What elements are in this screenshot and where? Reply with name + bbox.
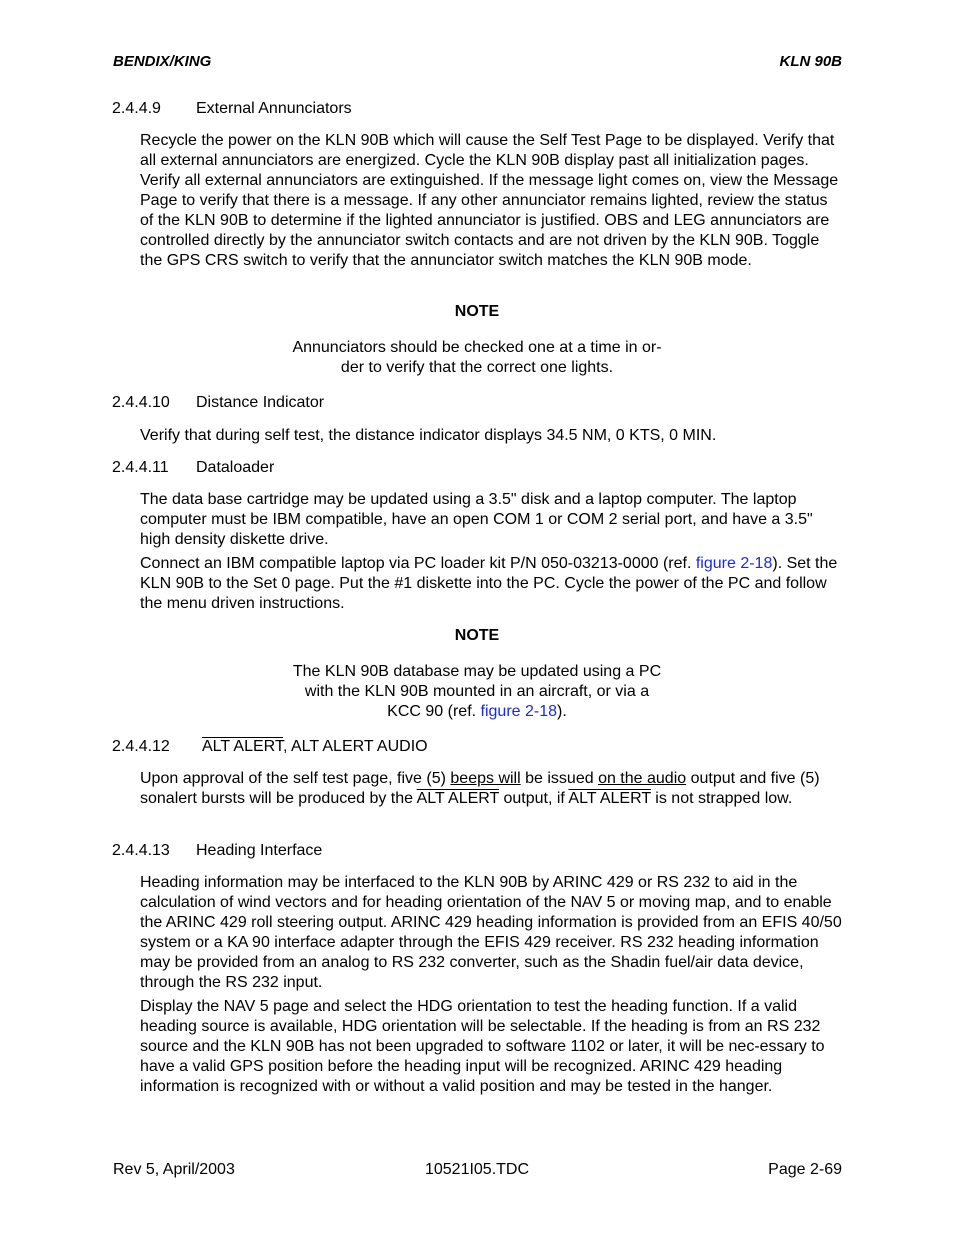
section-heading-dataloader: [112, 458, 842, 478]
header-model: KLN 90B: [779, 53, 842, 70]
paragraph-heading-interface-2: Display the NAV 5 page and select the HDG orientation to test the heading function. If a valid heading source is available, HDG orientation will be selectable. If the heading is from an RS 232 source and the KLN 90B has not been upgraded to software 1102 or later, it will be nec-essary to have a valid GPS position before the heading input will be recognized. ARINC 429 heading information is recognized with or without a valid position and may be tested in the hanger.: [140, 998, 825, 1095]
section-number: 2.4.4.9: [112, 100, 161, 117]
footer-doc-id: 10521I05.TDC: [424, 1161, 530, 1178]
section-heading-alt-alert: [112, 737, 842, 757]
section-number: 2.4.4.12: [112, 738, 170, 755]
footer-page-number: Page 2-69: [768, 1161, 842, 1178]
note-line: [0, 702, 954, 722]
overlined-text: ALT ALERT: [416, 790, 500, 807]
figure-link[interactable]: figure 2-18: [695, 555, 773, 572]
text-run: Connect an IBM compatible laptop via PC loader kit P/N 050-03213-0000 (ref.: [140, 555, 696, 572]
underlined-text: beeps will: [450, 770, 521, 787]
paragraph-external-annunciators: Recycle the power on the KLN 90B which will cause the Self Test Page to be displayed. Verify that all external annunciators are energized. Cycle the KLN 90B display past all initialization pages. Verify all external annunciators are extinguished. If the message light comes on, view the Message Page to verify that there is a message. If any other annunciator remains lighted, review the status of the KLN 90B to determine if the lighted annunciator is justified. OBS and LEG annunciators are controlled directly by the annunciator switch contacts and are not driven by the KLN 90B. Toggle the GPS CRS switch to verify that the annunciator switch matches the KLN 90B mode.: [140, 132, 839, 269]
paragraph-dataloader-1: The data base cartridge may be updated using a 3.5" disk and a laptop computer. The laptop computer must be IBM compatible, have an open COM 1 or COM 2 serial port, and have a 3.5" high density diskette drive.: [140, 491, 813, 548]
paragraph-alt-alert: [140, 769, 845, 809]
section-heading-external-annunciators: [112, 99, 842, 119]
note-line: Annunciators should be checked one at a time in or-: [292, 339, 662, 356]
section-number: 2.4.4.11: [112, 459, 169, 476]
text-run: ).: [557, 703, 567, 720]
header-brand: BENDIX/KING: [113, 53, 212, 70]
section-title: , ALT ALERT AUDIO: [282, 738, 428, 755]
note-text: [0, 338, 954, 378]
note-title: NOTE: [454, 627, 500, 644]
section-title: Heading Interface: [196, 842, 323, 859]
section-title: Distance Indicator: [196, 394, 325, 411]
paragraph-heading-interface-1: Heading information may be interfaced to the KLN 90B by ARINC 429 or RS 232 to aid in the calculation of wind vectors and for heading orientation of the NAV 5 or moving map, and to enable the ARINC 429 roll steering output. ARINC 429 heading information is provided from an EFIS 40/50 system or a KA 90 interface adapter through the EFIS 429 receiver. RS 232 heading information may be provided from an analog to RS 232 converter, such as the Shadin fuel/air data device, through the RS 232 input.: [140, 874, 842, 991]
section-heading-distance-indicator: [112, 393, 842, 413]
section-title: Dataloader: [196, 459, 275, 476]
paragraph-distance-indicator: Verify that during self test, the distance indicator displays 34.5 NM, 0 KTS, 0 MIN.: [140, 427, 717, 444]
section-heading-heading-interface: [112, 841, 842, 861]
text-run: ). Set the KLN 90B to the Set 0 page. Put the #1 diskette into the PC. Cycle the power of the PC and follow the menu driven instructions.: [140, 555, 838, 612]
footer-revision: Rev 5, April/2003: [113, 1161, 235, 1178]
figure-link[interactable]: figure 2-18: [480, 703, 558, 720]
text-run: output and five (5) sonalert bursts will be produced by the: [140, 770, 820, 807]
text-run: Upon approval of the self test page, five (5): [140, 770, 451, 787]
paragraph-dataloader-2: [140, 554, 845, 614]
text-run: output, if: [499, 790, 569, 807]
section-number: 2.4.4.13: [112, 842, 170, 859]
section-title: External Annunciators: [196, 100, 352, 117]
section-number: 2.4.4.10: [112, 394, 170, 411]
underlined-text: on the audio: [598, 770, 687, 787]
text-run: be issued: [520, 770, 599, 787]
note-line: The KLN 90B database may be updated using a PC: [292, 663, 662, 680]
section-title-overlined: ALT ALERT: [202, 738, 283, 755]
overlined-text: ALT ALERT: [568, 790, 651, 807]
text-run: KCC 90 (ref.: [387, 703, 481, 720]
note-title: NOTE: [454, 303, 500, 320]
note-line: der to verify that the correct one lights.: [340, 359, 614, 376]
note-line: with the KLN 90B mounted in an aircraft, or via a: [304, 683, 650, 700]
note-text: [0, 662, 954, 722]
text-run: is not strapped low.: [650, 790, 793, 807]
